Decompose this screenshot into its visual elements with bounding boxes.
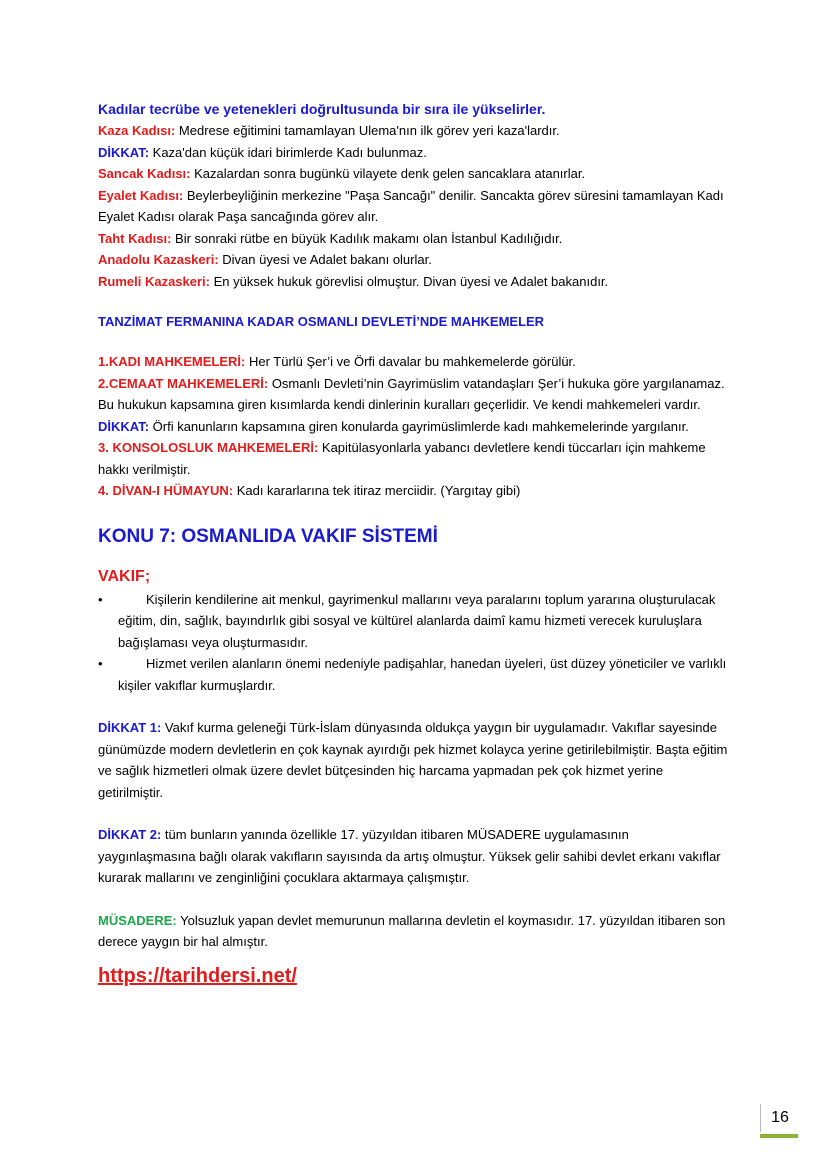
bullet-text: Hizmet verilen alanların önemi nedeniyle padişahlar, hanedan üyeleri, üst düzey yöneticiler ve varlıklı kişiler vakıflar kurmuşlardır. xyxy=(118,656,727,693)
musadere-paragraph xyxy=(98,910,728,953)
bullet-item xyxy=(98,589,728,654)
rank-item xyxy=(98,163,728,185)
dikkat-label: DİKKAT: xyxy=(98,418,150,434)
vakif-title: VAKIF; xyxy=(98,567,151,585)
court-label: 1.KADI MAHKEMELERİ: xyxy=(98,354,246,369)
court-item xyxy=(98,373,728,416)
dikkat-1-label: DİKKAT 1: xyxy=(98,720,162,735)
bullet-icon: • xyxy=(98,656,103,671)
konu-title: KONU 7: OSMANLIDA VAKIF SİSTEMİ xyxy=(98,525,438,547)
dikkat-2-text: tüm bunların yanında özellikle 17. yüzyıldan itibaren MÜSADERE uygulamasının yaygınlaşmasına bağlı olarak vakıfların sayısında da artış olmuştur. Yüksek gelir sahibi devlet erkanı vakıflar kurarak mallarını ve zenginliğini çocuklara aktarmaya çalışmıştır. xyxy=(98,827,721,885)
vakif-bullet-list xyxy=(98,589,728,697)
rank-label: Rumeli Kazaskeri: xyxy=(98,273,210,289)
rank-item xyxy=(98,228,728,250)
rank-list xyxy=(98,120,728,292)
court-item xyxy=(98,480,728,502)
court-label: 2.CEMAAT MAHKEMELERİ: xyxy=(98,375,269,391)
rank-item xyxy=(98,271,728,293)
dikkat-2-paragraph xyxy=(98,824,728,889)
rank-text: Divan üyesi ve Adalet bakanı olurlar. xyxy=(218,252,432,267)
musadere-label: MÜSADERE: xyxy=(98,912,177,928)
court-text: Örfi kanunların kapsamına giren konularda gayrimüslimlerde kadı mahkemelerinde yargılanır. xyxy=(149,418,689,434)
rank-item xyxy=(98,249,728,271)
page-number: 16 xyxy=(760,1104,799,1132)
rank-item xyxy=(98,120,728,142)
rank-text: Medrese eğitimini tamamlayan Ulema'nın ilk görev yeri kaza'lardır. xyxy=(175,123,560,138)
court-label: 3. KONSOLOSLUK MAHKEMELERİ: xyxy=(98,440,319,455)
court-item xyxy=(98,437,728,480)
court-text: Osmanlı Devleti’nin Gayrimüslim vatandaşları Şer’i hukuka göre yargılanamaz. Bu hukukun kapsamına giren kısımlarda kendi dinlerinin kuralları geçerlidir. Ve kendi mahkemeleri vardır. xyxy=(98,375,725,412)
page-number-bar xyxy=(760,1134,798,1138)
court-item xyxy=(98,416,728,438)
court-text: Kapitülasyonlarla yabancı devletlere kendi tüccarları için mahkeme hakkı verilmiştir. xyxy=(98,440,706,477)
bullet-item xyxy=(98,653,728,696)
bullet-icon: • xyxy=(98,591,103,607)
document-page xyxy=(98,98,728,988)
dikkat-1-text: Vakıf kurma geleneği Türk-İslam dünyasında oldukça yaygın bir uygulamadır. Vakıflar sayesinde günümüzde modern devletlerin en çok kaynak ayırdığı pek hizmet kolayca yerine getirilebilmiştir. Başta eğitim ve sağlık hizmetleri olmak üzere devlet bütçesinden hiç harcama yapmadan pek çok hizmet yerine getirilmiştir. xyxy=(98,720,728,800)
court-text: Her Türlü Şer’i ve Örfi davalar bu mahkemelerde görülür. xyxy=(245,354,576,369)
rank-text: En yüksek hukuk görevlisi olmuştur. Divan üyesi ve Adalet bakanıdır. xyxy=(210,273,609,289)
court-label: 4. DİVAN-I HÜMAYUN: xyxy=(98,483,234,498)
rank-label: Sancak Kadısı: xyxy=(98,166,191,181)
rank-item xyxy=(98,185,728,228)
dikkat-label: DİKKAT: xyxy=(98,144,150,160)
website-link[interactable]: https://tarihdersi.net/ xyxy=(98,964,297,987)
courts-list xyxy=(98,351,728,502)
rank-label: Eyalet Kadısı: xyxy=(98,187,184,203)
rank-text: Bir sonraki rütbe en büyük Kadılık makamı olan İstanbul Kadılığıdır. xyxy=(171,230,563,246)
rank-text: Kaza'dan küçük idari birimlerde Kadı bulunmaz. xyxy=(149,144,427,160)
court-text: Kadı kararlarına tek itiraz merciidir. (Yargıtay gibi) xyxy=(233,483,521,498)
musadere-text: Yolsuzluk yapan devlet memurunun mallarına devletin el koymasıdır. 17. yüzyıldan itibaren son derece yaygın bir hal almıştır. xyxy=(98,912,726,949)
rank-label: Anadolu Kazaskeri: xyxy=(98,252,219,267)
rank-text: Kazalardan sonra bugünkü vilayete denk gelen sancaklara atanırlar. xyxy=(190,166,586,181)
bullet-text: Kişilerin kendilerine ait menkul, gayrimenkul mallarını veya paralarını toplum yararına oluşturulacak eğitim, din, sağlık, bayındırlık gibi sosyal ve kültürel alanlarda daimî kamu hizmeti verecek kuruluşlara bağışlaması veya oluşturmasıdır. xyxy=(118,591,716,650)
courts-section-title: TANZİMAT FERMANINA KADAR OSMANLI DEVLETİ’NDE MAHKEMELER xyxy=(98,314,545,329)
rank-item xyxy=(98,142,728,164)
dikkat-2-label: DİKKAT 2: xyxy=(98,827,162,842)
intro-heading: Kadılar tecrübe ve yetenekleri doğrultusunda bir sıra ile yükselirler. xyxy=(98,101,546,117)
rank-label: Taht Kadısı: xyxy=(98,230,172,246)
dikkat-1-paragraph xyxy=(98,717,728,803)
rank-label: Kaza Kadısı: xyxy=(98,123,176,138)
court-item xyxy=(98,351,728,373)
rank-text: Beylerbeyliğinin merkezine "Paşa Sancağı" denilir. Sancakta görev süresini tamamlayan Kadı Eyalet Kadısı olarak Paşa sancağında görev alır. xyxy=(98,187,724,224)
